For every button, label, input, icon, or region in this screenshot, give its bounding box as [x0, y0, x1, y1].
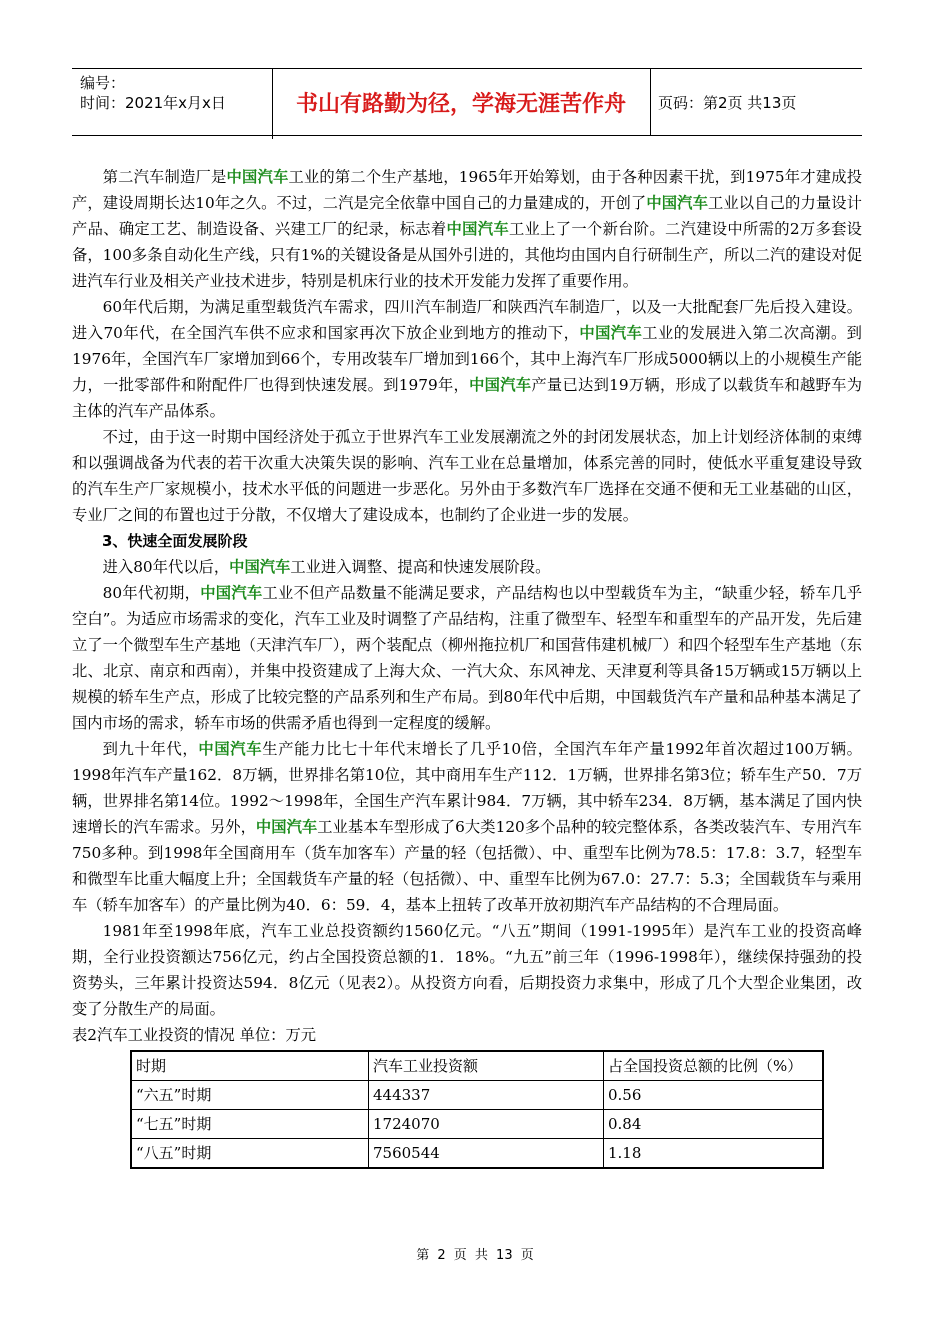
header-left-cell — [72, 69, 273, 139]
text-run: 到九十年代， — [102, 740, 199, 758]
highlight-term: 中国汽车 — [200, 584, 263, 602]
header-page-info: 页码：第2页 共13页 — [658, 93, 797, 112]
highlight-term: 中国汽车 — [469, 376, 532, 394]
text-run: 工业不但产品数量不能满足要求，产品结构也以中型载货车为主，“缺重少轻，轿车几乎空白”。为适应市场需求的变化，汽车工业及时调整了产品结构，注重了微型车、轻型车和重型车的产品开发，先后建立了一个微型车生产基地（天津汽车厂），两个装配点（柳州拖拉机厂和国营伟建机械厂）和四个轻型车生产基地（东北、北京、南京和西南），并集中投资建成了上海大众、一汽大众、东风神龙、天津夏利等具备15万辆或15万辆以上规模的轿车生产点，形成了比较完整的产品系列和生产布局。到80年代中后期，中国载货汽车产量和品种基本满足了国内市场的需求，轿车市场的供需矛盾也得到一定程度的缓解。 — [72, 584, 862, 732]
highlight-term: 中国汽车 — [579, 324, 643, 342]
highlight-term: 中国汽车 — [229, 558, 291, 576]
text-run: 进入80年代以后， — [102, 558, 230, 576]
table-row — [131, 1110, 823, 1139]
table-cell: 1.18 — [604, 1139, 824, 1169]
text-run: 工业的发展进入第二次高潮。到1976年，全国汽车厂家增加到66个，专用改装车厂增加到166个，其中上海汽车厂形成5000辆以上的小规模生产能力，一批零部件和附配件厂也得到快速发展。到1979年， — [72, 324, 862, 394]
text-run: 工业上了一个新台阶。二汽建设中所需的2万多套设备，100多条自动化生产线，只有1%的关键设备是从国外引进的，其他均由国内自行研制生产，所以二汽的建设对促进汽车行业及相关产业技术进步，特别是机床行业的技术开发能力发挥了重要作用。 — [72, 220, 862, 290]
number-label: 编号： — [80, 74, 126, 92]
header-cell-investment: 汽车工业投资额 — [369, 1051, 604, 1081]
section-heading: 3、快速全面发展阶段 — [102, 532, 248, 550]
paragraph-6 — [72, 736, 862, 918]
table-row — [131, 1081, 823, 1110]
table-cell: 0.56 — [604, 1081, 824, 1110]
text-run: 生产能力比七十年代末增长了几乎10倍，全国汽车年产量1992年首次超过100万辆。1998年汽车产量162．8万辆，世界排名第10位，其中商用车生产112．1万辆，世界排名第3位；轿车生产50．7万辆，世界排名第14位。1992～1998年，全国生产汽车累计984．7万辆，其中轿车234．8万辆，基本满足了国内快速增长的汽车需求。另外， — [72, 740, 862, 836]
header-motto: 书山有路勤为径，学海无涯苦作舟 — [272, 69, 651, 135]
paragraph-4 — [72, 554, 862, 580]
paragraph-2 — [72, 294, 862, 424]
text-run: 不过，由于这一时期中国经济处于孤立于世界汽车工业发展潮流之外的封闭发展状态，加上计划经济体制的束缚和以强调战备为代表的若干次重大决策失误的影响、汽车工业在总量增加，体系完善的同时，使低水平重复建设导致的汽车生产厂家规模小，技术水平低的问题进一步恶化。另外由于多数汽车厂选择在交通不便和无工业基础的山区，专业厂之间的布置也过于分散，不仅增大了建设成本，也制约了企业进一步的发展。 — [72, 428, 862, 524]
table-cell: 444337 — [369, 1081, 604, 1110]
header-cell-ratio: 占全国投资总额的比例（%） — [604, 1051, 824, 1081]
text-run: 工业的第二个生产基地，1965年开始筹划，由于各种因素干扰，到1975年才建成投产，建设周期长达10年之久。不过，二汽是完全依靠中国自己的力量建成的，开创了 — [72, 168, 862, 212]
text-run: 工业基本车型形成了6大类120多个品种的较完整体系，各类改装汽车、专用汽车750多种。到1998年全国商用车（货车加客车）产量的轻（包括微）、中、重型车比例为78.5：17.8：3.7，轻型车和微型车比重大幅度上升；全国载货车产量的轻（包括微）、中、重型车比例为67.0：27.7：5.3；全国载货车与乘用车（轿车加客车）的产量比例为40．6：59．4，基本上扭转了改革开放初期汽车产品结构的不合理局面。 — [72, 818, 862, 914]
text-run: 60年代后期，为满足重型载货汽车需求，四川汽车制造厂和陕西汽车制造厂，以及一大批配套厂先后投入建设。进入70年代，在全国汽车供不应求和国家再次下放企业到地方的推动下， — [72, 298, 862, 342]
page-header — [72, 68, 862, 136]
table-cell: “八五”时期 — [131, 1139, 369, 1169]
table-caption: 表2汽车工业投资的情况 单位：万元 — [72, 1026, 317, 1044]
highlight-term: 中国汽车 — [198, 740, 263, 758]
highlight-term: 中国汽车 — [226, 168, 289, 186]
text-run: 第二汽车制造厂是 — [102, 168, 227, 186]
table-cell: 0.84 — [604, 1110, 824, 1139]
table-cell: 7560544 — [369, 1139, 604, 1169]
text-run: 产量已达到19万辆，形成了以载货车和越野车为主体的汽车产品体系。 — [72, 376, 862, 420]
table-cell: “七五”时期 — [131, 1110, 369, 1139]
time-label: 时间：2021年x月x日 — [80, 94, 226, 112]
table-cell: 1724070 — [369, 1110, 604, 1139]
highlight-term: 中国汽车 — [255, 818, 318, 836]
text-run: 工业进入调整、提高和快速发展阶段。 — [290, 558, 551, 576]
highlight-term: 中国汽车 — [446, 220, 509, 238]
highlight-term: 中国汽车 — [646, 194, 708, 212]
page-footer: 第 2 页 共 13 页 — [416, 1248, 534, 1263]
document-body — [72, 164, 862, 1169]
paragraph-1 — [72, 164, 862, 294]
paragraph-7 — [72, 918, 862, 1022]
text-run: 1981年至1998年底，汽车工业总投资额约1560亿元。“八五”期间（1991-1995年）是汽车工业的投资高峰期，全行业投资额达756亿元，约占全国投资总额的1．18%。“九五”前三年（1996-1998年），继续保持强劲的投资势头，三年累计投资达594．8亿元（见表2）。从投资方向看，后期投资力求集中，形成了几个大型企业集团，改变了分散生产的局面。 — [72, 922, 862, 1018]
text-run: 工业以自己的力量设计产品、确定工艺、制造设备、兴建工厂的纪录，标志着 — [72, 194, 862, 238]
table-cell: “六五”时期 — [131, 1081, 369, 1110]
paragraph-5 — [72, 580, 862, 736]
table-row — [131, 1139, 823, 1169]
header-cell-period: 时期 — [131, 1051, 369, 1081]
investment-table — [130, 1050, 824, 1169]
text-run: 80年代初期， — [102, 584, 201, 602]
paragraph-3 — [72, 424, 862, 528]
table-header-row — [131, 1051, 823, 1081]
